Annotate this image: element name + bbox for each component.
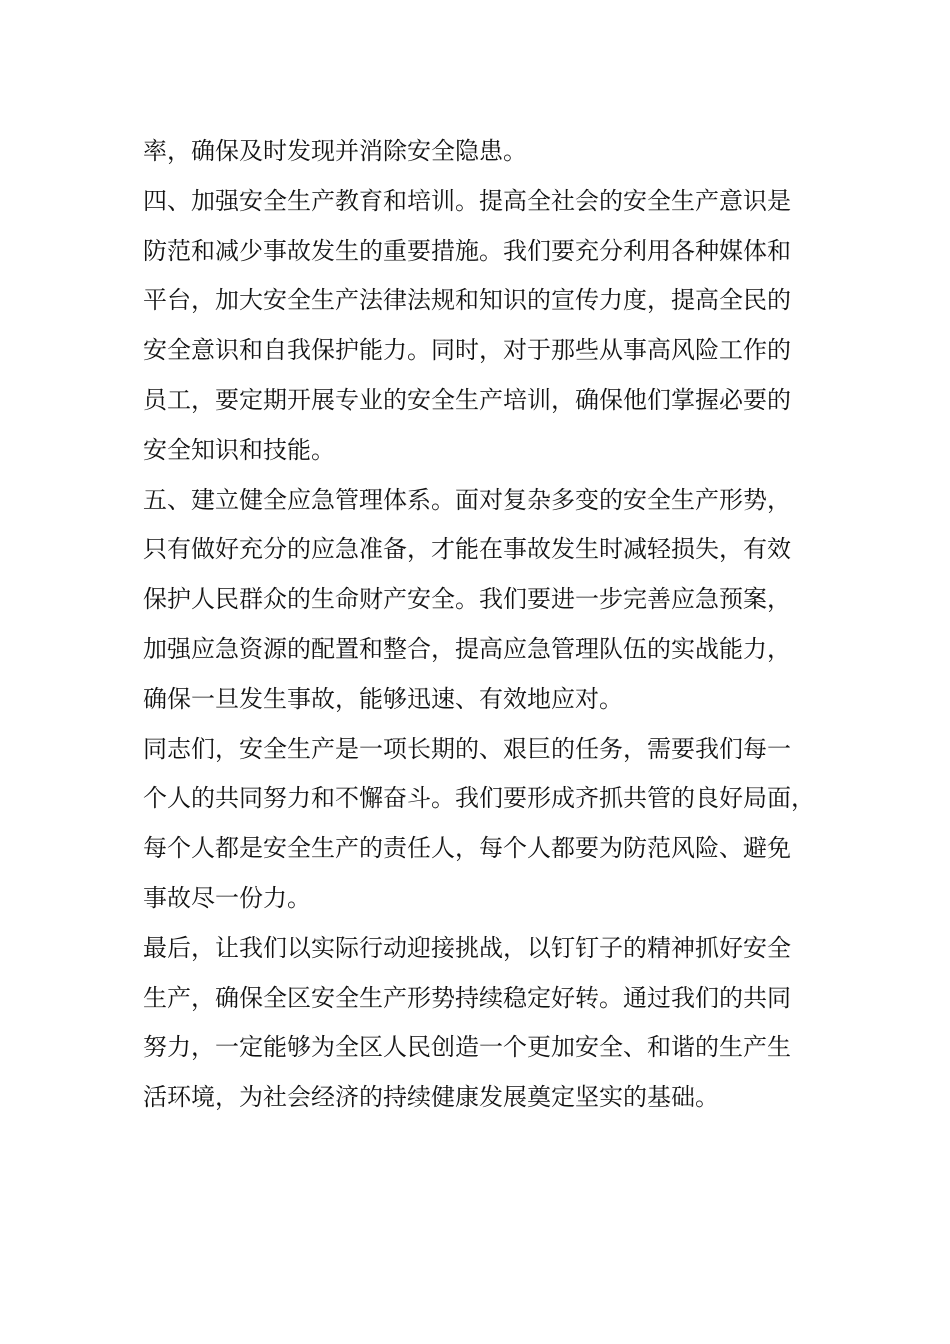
text-line: 努力，一定能够为全区人民创造一个更加安全、和谐的生产生 — [143, 1033, 791, 1062]
text-line: 确保一旦发生事故，能够迅速、有效地应对。 — [143, 684, 623, 713]
text-line: 生产，确保全区安全生产形势持续稳定好转。通过我们的共同 — [143, 983, 791, 1012]
text-line: 每个人都是安全生产的责任人，每个人都要为防范风险、避免 — [143, 834, 791, 863]
text-line: 个人的共同努力和不懈奋斗。我们要形成齐抓共管的良好局面， — [143, 784, 815, 813]
text-line: 四、加强安全生产教育和培训。提高全社会的安全生产意识是 — [143, 186, 791, 215]
text-line: 保护人民群众的生命财产安全。我们要进一步完善应急预案， — [143, 585, 791, 614]
text-line: 加强应急资源的配置和整合，提高应急管理队伍的实战能力， — [143, 634, 791, 663]
text-line: 防范和减少事故发生的重要措施。我们要充分利用各种媒体和 — [143, 236, 791, 265]
text-line: 平台，加大安全生产法律法规和知识的宣传力度，提高全民的 — [143, 286, 791, 315]
text-line: 员工，要定期开展专业的安全生产培训，确保他们掌握必要的 — [143, 385, 791, 414]
text-line: 率，确保及时发现并消除安全隐患。 — [143, 137, 527, 165]
text-line: 同志们，安全生产是一项长期的、艰巨的任务，需要我们每一 — [143, 734, 791, 763]
text-line: 五、建立健全应急管理体系。面对复杂多变的安全生产形势， — [143, 485, 791, 514]
text-line: 只有做好充分的应急准备，才能在事故发生时减轻损失，有效 — [143, 535, 791, 564]
text-line: 最后，让我们以实际行动迎接挑战，以钉钉子的精神抓好安全 — [143, 933, 791, 962]
text-line: 安全意识和自我保护能力。同时，对于那些从事高风险工作的 — [143, 336, 791, 365]
text-line: 事故尽一份力。 — [143, 883, 311, 912]
text-line: 安全知识和技能。 — [143, 435, 335, 464]
text-line: 活环境，为社会经济的持续健康发展奠定坚实的基础。 — [143, 1083, 719, 1112]
document-body — [143, 127, 823, 1123]
